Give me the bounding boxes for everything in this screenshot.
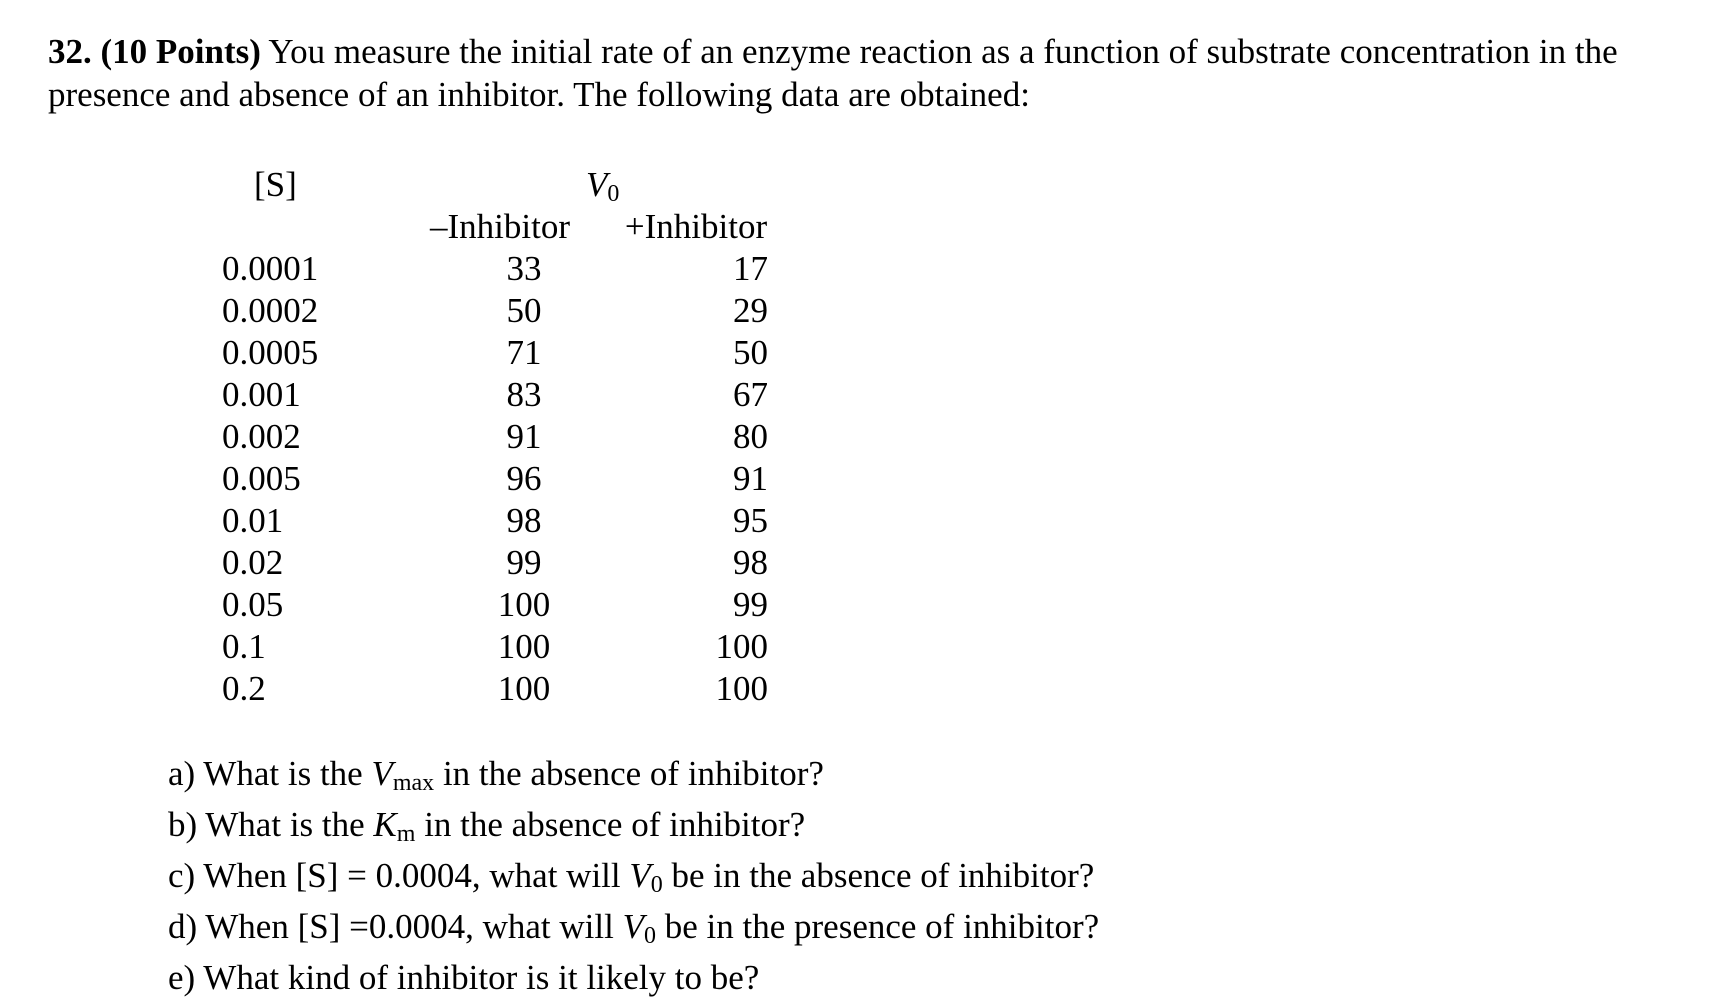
- question-a: [168, 753, 1099, 804]
- question-d-sub: 0: [643, 923, 656, 949]
- with-inhibitor-cell: 50: [733, 333, 768, 372]
- problem-number-points: 32. (10 Points): [48, 32, 261, 71]
- question-d: [168, 906, 1099, 957]
- question-d-suffix: be in the presence of inhibitor?: [655, 907, 1100, 946]
- question-a-var: V: [371, 754, 393, 793]
- with-inhibitor-cell: 91: [733, 459, 768, 498]
- no-inhibitor-values: [480, 248, 568, 710]
- question-b-var: K: [373, 805, 397, 844]
- no-inhibitor-cell: 71: [506, 333, 542, 372]
- with-inhibitor-cell: 95: [733, 501, 768, 540]
- question-a-sub: max: [392, 770, 435, 796]
- question-c-prefix: c) When [S] = 0.0004, what will: [168, 856, 630, 895]
- with-inhibitor-cell: 100: [715, 669, 768, 708]
- question-e: e) What kind of inhibitor is it likely to be?: [168, 958, 760, 997]
- no-inhibitor-header: –Inhibitor: [430, 207, 570, 246]
- substrate-cell: 0.005: [222, 459, 301, 498]
- v0-header-var: V: [586, 165, 608, 204]
- substrate-cell: 0.0001: [222, 249, 319, 288]
- substrate-cell: 0.01: [222, 501, 284, 540]
- question-c-sub: 0: [650, 872, 663, 898]
- with-inhibitor-cell: 67: [733, 375, 768, 414]
- with-inhibitor-cell: 29: [733, 291, 768, 330]
- question-d-prefix: d) When [S] =0.0004, what will: [168, 907, 623, 946]
- v0-header-sub: 0: [607, 181, 620, 207]
- no-inhibitor-cell: 83: [506, 375, 542, 414]
- no-inhibitor-cell: 100: [497, 669, 551, 708]
- substrate-cell: 0.1: [222, 627, 266, 666]
- substrate-values: [222, 248, 318, 710]
- with-inhibitor-cell: 99: [733, 585, 768, 624]
- no-inhibitor-cell: 99: [506, 543, 542, 582]
- substrate-cell: 0.0005: [222, 333, 319, 372]
- no-inhibitor-cell: 98: [506, 501, 542, 540]
- no-inhibitor-cell: 96: [506, 459, 542, 498]
- no-inhibitor-cell: 91: [506, 417, 542, 456]
- no-inhibitor-column: [420, 206, 580, 708]
- substrate-cell: 0.002: [222, 417, 301, 456]
- question-c-var: V: [629, 856, 651, 895]
- with-inhibitor-column: [616, 206, 776, 708]
- question-c-suffix: be in the absence of inhibitor?: [662, 856, 1095, 895]
- substrate-cell: 0.2: [222, 669, 266, 708]
- substrate-header: [S]: [254, 165, 297, 204]
- with-inhibitor-values: [678, 248, 768, 710]
- question-list: [168, 753, 1099, 999]
- substrate-cell: 0.05: [222, 585, 284, 624]
- no-inhibitor-cell: 100: [497, 585, 551, 624]
- problem-intro-text: You measure the initial rate of an enzyme reaction as a function of substrate concentration in the presence and absence of an inhibitor. The following data are obtained:: [48, 32, 1618, 114]
- no-inhibitor-cell: 50: [506, 291, 542, 330]
- question-d-var: V: [622, 907, 644, 946]
- substrate-cell: 0.02: [222, 543, 284, 582]
- with-inhibitor-cell: 80: [733, 417, 768, 456]
- question-b: [168, 804, 1099, 855]
- substrate-cell: 0.0002: [222, 291, 319, 330]
- with-inhibitor-cell: 98: [733, 543, 768, 582]
- question-c: [168, 855, 1099, 906]
- substrate-cell: 0.001: [222, 375, 301, 414]
- v0-header: [586, 164, 619, 215]
- problem-statement: [48, 30, 1708, 116]
- question-b-sub: m: [396, 821, 416, 847]
- question-a-prefix: a) What is the: [168, 754, 372, 793]
- with-inhibitor-cell: 17: [733, 249, 768, 288]
- with-inhibitor-cell: 100: [715, 627, 768, 666]
- question-b-prefix: b) What is the: [168, 805, 374, 844]
- no-inhibitor-cell: 100: [497, 627, 551, 666]
- question-a-suffix: in the absence of inhibitor?: [434, 754, 824, 793]
- no-inhibitor-cell: 33: [506, 249, 542, 288]
- with-inhibitor-header: +Inhibitor: [624, 207, 768, 246]
- question-b-suffix: in the absence of inhibitor?: [415, 805, 806, 844]
